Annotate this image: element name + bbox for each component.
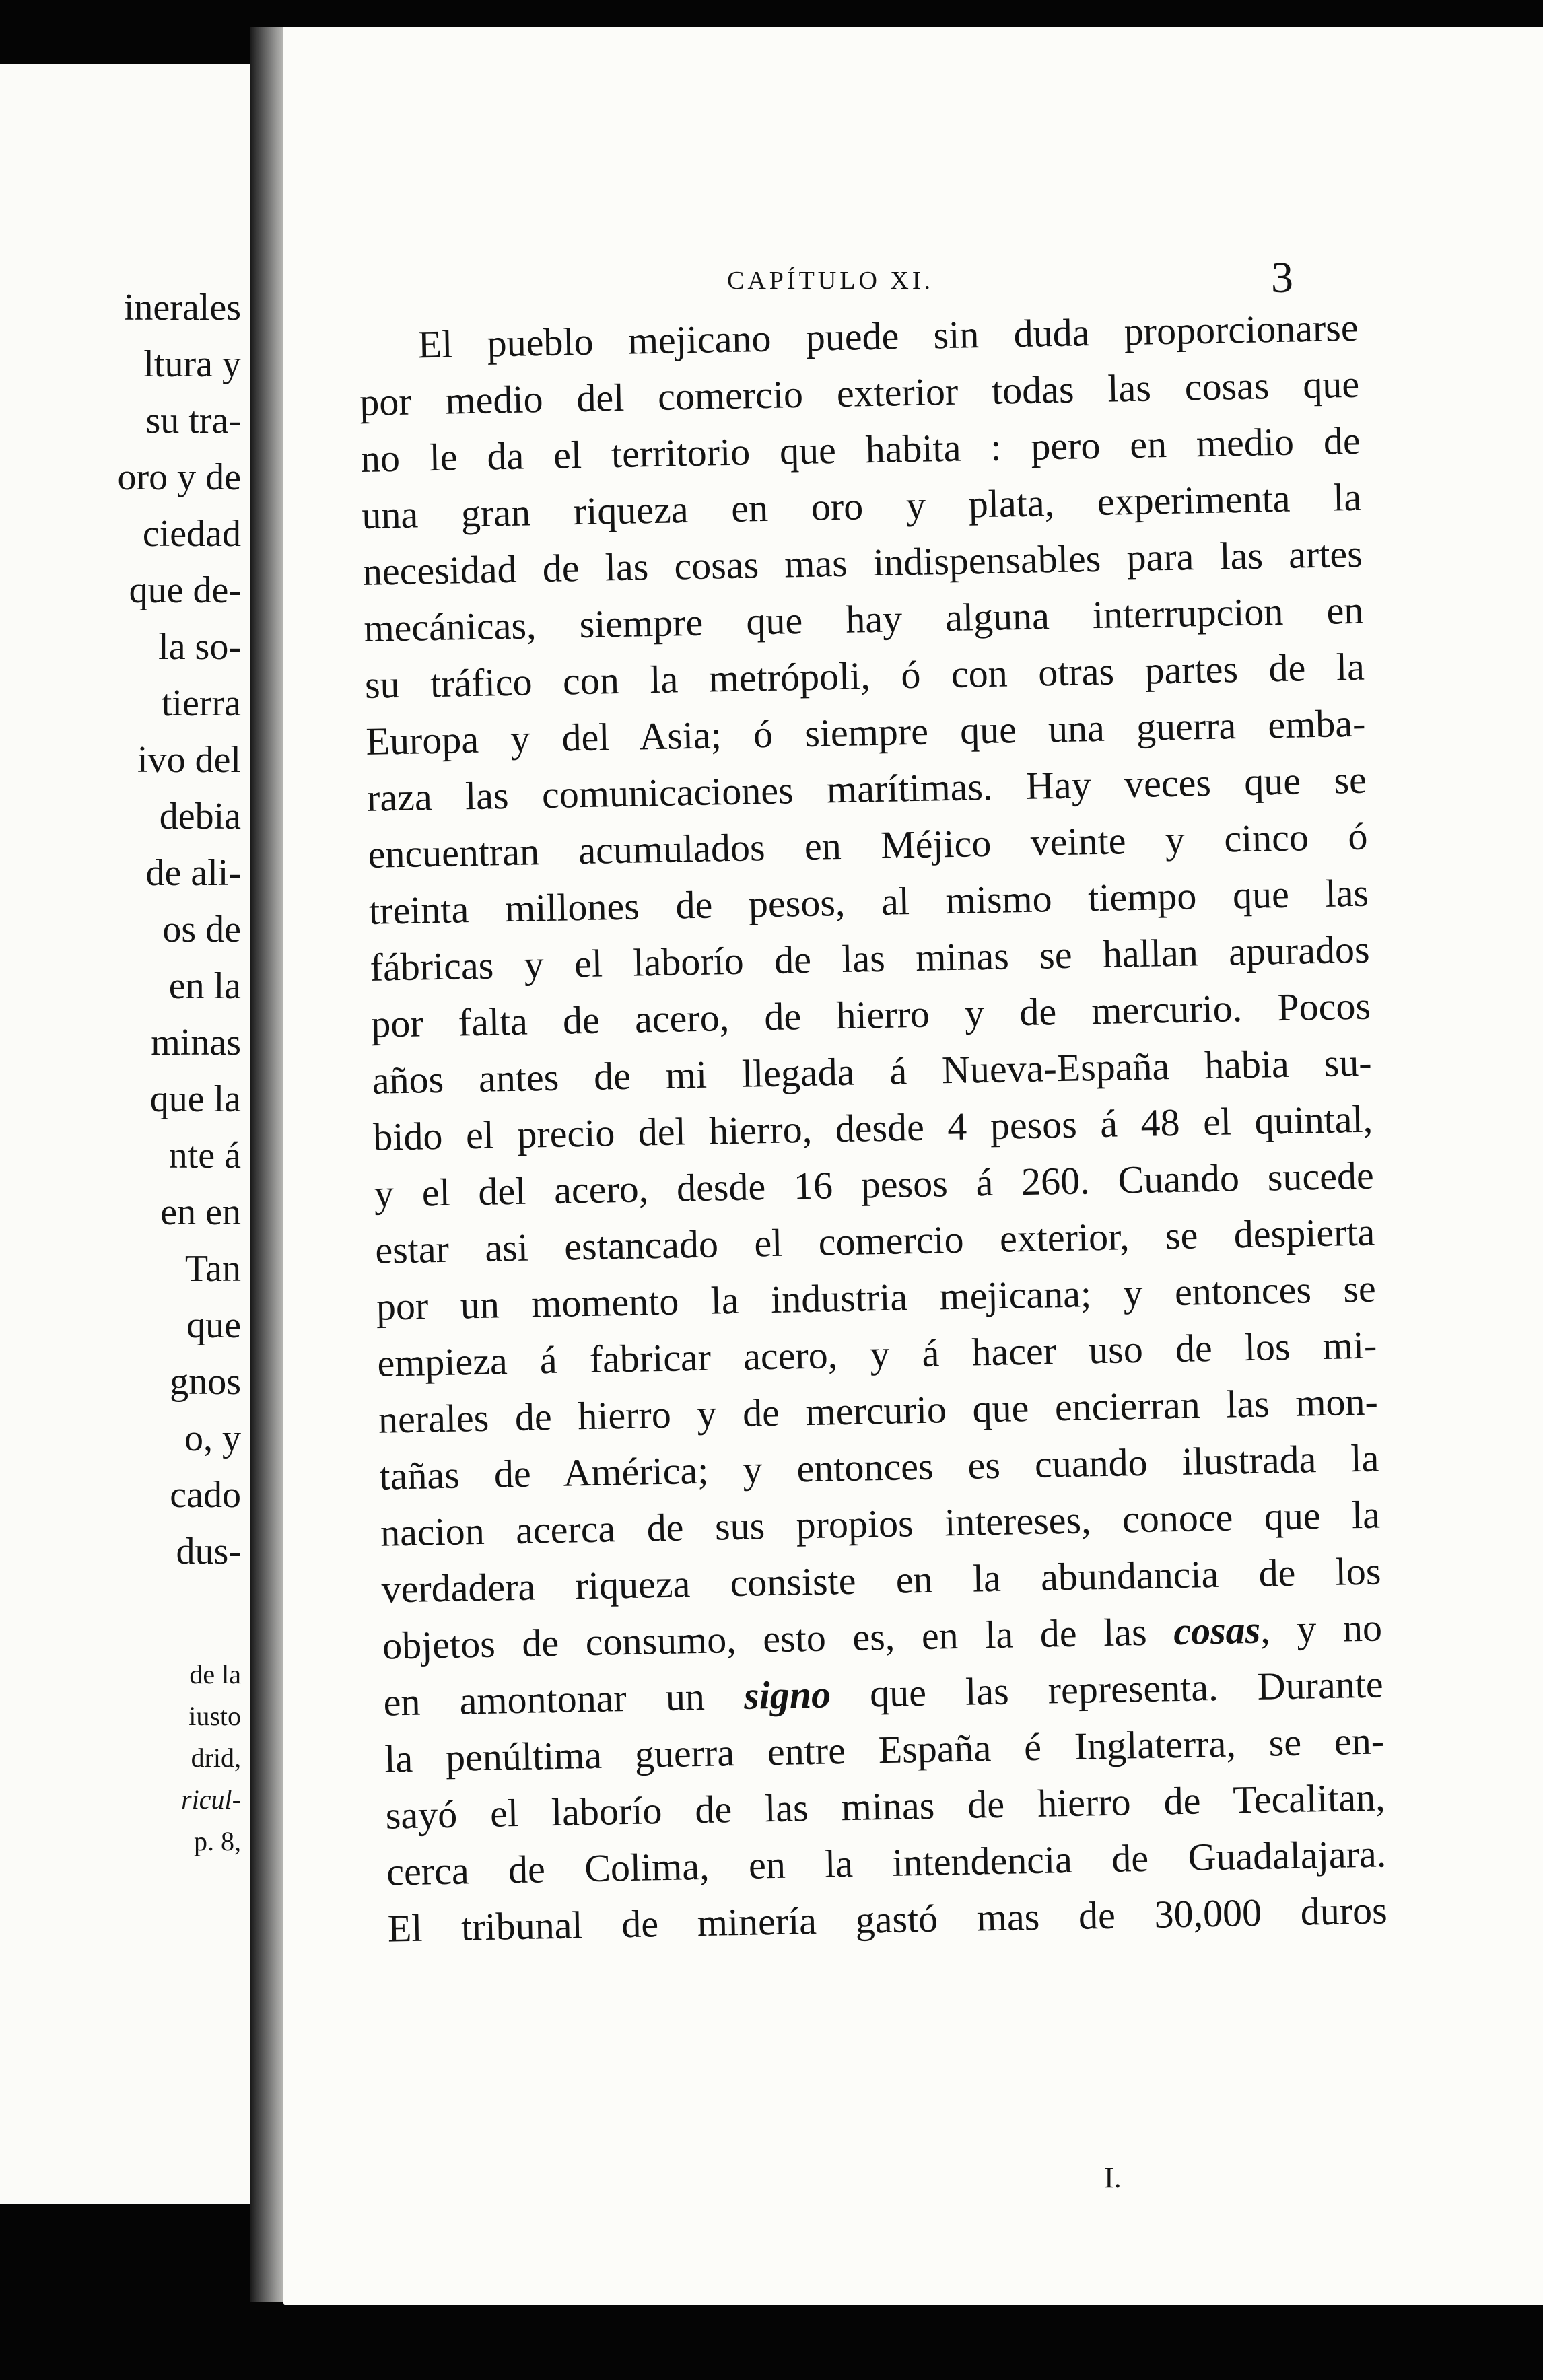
left-note-line: iusto [188, 1701, 241, 1731]
left-line: en la [168, 965, 241, 1007]
signature-mark: I. [1104, 2161, 1122, 2194]
text-line: y el del acero, desde 16 pesos á 260. Cuando sucede [374, 1153, 1375, 1216]
chapter-heading: CAPÍTULO XI. [727, 267, 934, 295]
left-line: gnos [170, 1361, 241, 1403]
left-page [0, 64, 250, 2204]
text-line: por un momento la industria mejicana; y entonces se [376, 1266, 1377, 1329]
left-line: os de [162, 909, 241, 950]
left-line: que [186, 1304, 241, 1346]
text-line: mecánicas, siempre que hay alguna interrupcion en [363, 588, 1364, 650]
left-line: oro y de [117, 456, 241, 498]
italic-word-cosas: cosas [1173, 1607, 1261, 1654]
left-line: en en [160, 1191, 241, 1233]
left-note-line: ricul- [181, 1784, 241, 1815]
left-line: debia [159, 796, 241, 837]
text-line: treinta millones de pesos, al mismo tiempo que las [368, 870, 1369, 933]
left-line: ltura y [143, 343, 241, 385]
left-page-footnotes [117, 1654, 241, 1862]
left-line: tierra [161, 682, 241, 724]
left-line: su tra- [145, 400, 241, 442]
text-line: raza las comunicaciones marítimas. Hay veces que se [366, 757, 1367, 820]
text-line: necesidad de las cosas mas indispensables para las artes [362, 531, 1363, 594]
text-line: El pueblo mejicano puede sin duda proporcionarse [417, 305, 1359, 367]
text-line: tañas de América; y entonces es cuando ilustrada la [378, 1436, 1379, 1498]
text-line: encuentran acumulados en Méjico veinte y cinco ó [368, 814, 1368, 876]
text-line: una gran riqueza en oro y plata, experimenta la [361, 475, 1362, 537]
right-page [283, 27, 1543, 2305]
left-line: que de- [129, 569, 241, 611]
left-line: ciedad [142, 513, 241, 555]
text-line-start: en amontonar un [383, 1674, 706, 1724]
text-line: nerales de hierro y de mercurio que encierran las mon- [378, 1379, 1379, 1442]
left-line: Tan [184, 1248, 241, 1290]
text-line: por falta de acero, de hierro y de mercurio. Pocos [370, 983, 1371, 1046]
left-line: inerales [123, 287, 241, 328]
text-line: cerca de Colima, en la intendencia de Guadalajara. [386, 1831, 1387, 1894]
left-line: dus- [176, 1531, 241, 1572]
left-line: la so- [158, 626, 241, 668]
text-line-end: , y no [1260, 1605, 1383, 1652]
text-line: su tráfico con la metrópoli, ó con otras partes de la [364, 644, 1365, 707]
left-line: que la [149, 1078, 241, 1120]
text-line: empieza á fabricar acero, y á hacer uso de los mi- [376, 1323, 1377, 1385]
text-line: años antes de mi llegada á Nueva-España habia su- [372, 1040, 1373, 1102]
page-number: 3 [1271, 253, 1293, 302]
text-line: la penúltima guerra entre España é Inglaterra, se en- [384, 1718, 1385, 1781]
left-line: nte á [168, 1135, 241, 1177]
text-line: bido el precio del hierro, desde 4 pesos á 48 el quintal, [372, 1096, 1373, 1159]
left-note-line: de la [189, 1659, 241, 1689]
text-line: El tribunal de minería gastó mas de 30,000 duros [387, 1888, 1388, 1951]
text-line: no le da el territorio que habita : pero en medio de [360, 418, 1361, 481]
left-line: cado [170, 1474, 241, 1516]
text-line: Europa y del Asia; ó siempre que una guerra emba- [365, 701, 1366, 763]
left-page-body [117, 279, 241, 1580]
left-line: ivo del [137, 739, 241, 781]
left-line: o, y [184, 1418, 241, 1459]
text-line: nacion acerca de sus propios intereses, conoce que la [380, 1492, 1381, 1555]
text-line: fábricas y el laborío de las minas se hallan apurados [370, 927, 1371, 989]
left-line: minas [151, 1022, 241, 1063]
left-note-line: drid, [191, 1743, 241, 1773]
text-line: sayó el laborío de las minas de hierro de Tecalitan, [385, 1775, 1386, 1838]
body-text [358, 300, 1387, 1957]
text-line: estar asi estancado el comercio exterior, se despierta [374, 1210, 1375, 1272]
text-line-start: objetos de consumo, esto es, en la de las [382, 1609, 1148, 1668]
italic-word-signo: signo [743, 1672, 831, 1718]
text-line: verdadera riqueza consiste en la abundancia de los [381, 1549, 1381, 1611]
left-note-line: p. 8, [194, 1826, 241, 1856]
left-line: de ali- [145, 852, 241, 894]
text-line: por medio del comercio exterior todas las cosas que [359, 361, 1360, 424]
text-line-end: que las representa. Durante [869, 1662, 1384, 1716]
left-page-text [117, 279, 241, 1862]
